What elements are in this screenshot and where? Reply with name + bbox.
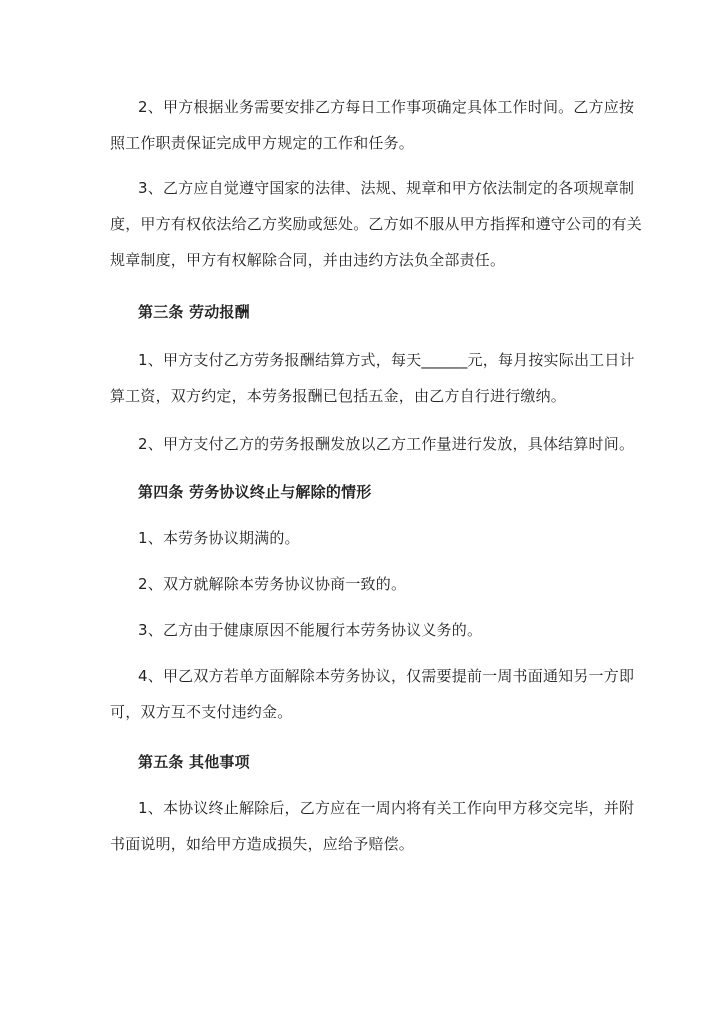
paragraph-line: 规章制度，甲方有权解除合同，并由违约方法负全部责任。 xyxy=(110,251,506,269)
section-heading: 第五条 其他事项 xyxy=(138,753,250,771)
paragraph-line: 2、双方就解除本劳务协议协商一致的。 xyxy=(138,575,407,593)
paragraph-line: 1、本协议终止解除后，乙方应在一周内将有关工作向甲方移交完毕，并附 xyxy=(138,799,635,817)
paragraph-line: 1、本劳务协议期满的。 xyxy=(138,529,300,547)
section-heading: 第四条 劳务协议终止与解除的情形 xyxy=(138,483,372,501)
paragraph-line: 2、甲方根据业务需要安排乙方每日工作事项确定具体工作时间。乙方应按 xyxy=(138,98,635,116)
paragraph-line: 3、乙方由于健康原因不能履行本劳务协议义务的。 xyxy=(138,621,483,639)
paragraph-line: 3、乙方应自觉遵守国家的法律、法规、规章和甲方依法制定的各项规章制 xyxy=(138,179,635,197)
paragraph-line: 1、甲方支付乙方劳务报酬结算方式，每天______元，每月按实际出工日计 xyxy=(138,351,635,369)
paragraph-line: 算工资，双方约定，本劳务报酬已包括五金，由乙方自行进行缴纳。 xyxy=(110,387,567,405)
paragraph-line: 照工作职责保证完成甲方规定的工作和任务。 xyxy=(110,134,415,152)
paragraph-line: 度，甲方有权依法给乙方奖励或惩处。乙方如不服从甲方指挥和遵守公司的有关 xyxy=(110,215,643,233)
paragraph-line: 4、甲乙双方若单方面解除本劳务协议，仅需要提前一周书面通知另一方即 xyxy=(138,667,635,685)
paragraph-line: 可，双方互不支付违约金。 xyxy=(110,703,293,721)
paragraph-line: 书面说明，如给甲方造成损失，应给予赔偿。 xyxy=(110,835,415,853)
paragraph-line: 2、甲方支付乙方的劳务报酬发放以乙方工作量进行发放，具体结算时间。 xyxy=(138,435,635,453)
section-heading: 第三条 劳动报酬 xyxy=(138,303,250,321)
